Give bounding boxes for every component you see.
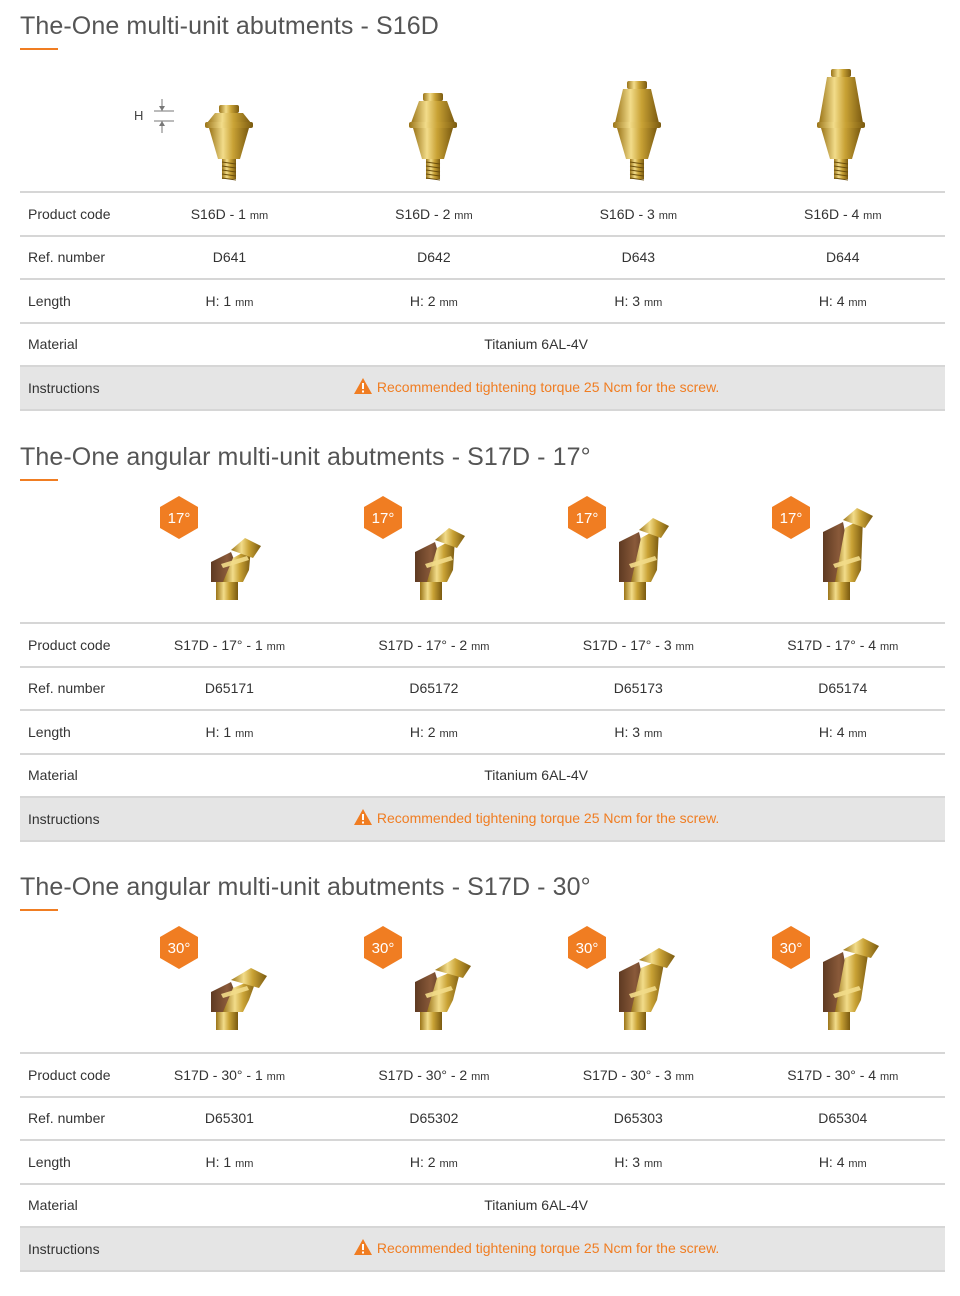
length-cell: H: 3 mm [536,710,740,754]
length-cell: H: 2 mm [332,710,536,754]
row-label: Product code [20,623,127,667]
svg-text:17°: 17° [167,510,191,527]
table-row [20,667,945,711]
straight-abutment-image [739,57,943,187]
warning-triangle-icon [353,808,373,829]
row-label: Ref. number [20,236,127,280]
angled-abutment-image [739,918,943,1048]
product-code-cell: S17D - 17° - 3 mm [536,623,740,667]
height-label: H [134,108,144,123]
straight-abutment-image [535,57,739,187]
row-label: Length [20,279,127,323]
ref-number-cell: D65173 [536,667,740,711]
title-accent-bar [20,909,58,911]
product-code-cell: S17D - 17° - 4 mm [741,623,945,667]
height-marker [132,87,182,147]
product-code-cell: S16D - 4 mm [741,192,945,236]
product-images [20,57,945,187]
warning-triangle-icon [353,377,373,398]
angled-abutment-image [331,918,535,1048]
row-label: Product code [20,1053,127,1097]
spec-table [20,1052,945,1272]
hexagon-badge [779,923,835,971]
svg-text:17°: 17° [779,510,803,527]
hexagon-badge [371,493,427,541]
product-code-cell: S17D - 30° - 4 mm [741,1053,945,1097]
angled-abutment-image [331,488,535,618]
length-cell: H: 3 mm [536,279,740,323]
product-images [20,918,945,1048]
table-row [20,623,945,667]
product-code-cell: S17D - 17° - 2 mm [332,623,536,667]
section-s16d [20,12,945,396]
instructions-value: Recommended tightening torque 25 Ncm for the screw. [127,797,945,841]
row-label: Ref. number [20,1097,127,1141]
row-label: Product code [20,192,127,236]
hexagon-badge [371,923,427,971]
hexagon-badge [779,493,835,541]
row-label: Material [20,1184,127,1228]
row-label: Instructions [20,1227,127,1271]
table-row [20,1184,945,1228]
section-s17d-30 [20,873,945,1257]
title-accent-bar [20,48,58,50]
ref-number-cell: D643 [536,236,740,280]
hexagon-badge [575,493,631,541]
straight-abutment-image [331,57,535,187]
svg-text:30°: 30° [371,940,395,957]
row-label: Material [20,754,127,798]
section-title: The-One multi-unit abutments - S16D [20,12,439,40]
angled-abutment-image [739,488,943,618]
instructions-value: Recommended tightening torque 25 Ncm for the screw. [127,1227,945,1271]
section-title: The-One angular multi-unit abutments - S17D - 30° [20,873,591,901]
length-cell: H: 1 mm [127,710,331,754]
table-row [20,797,945,841]
hexagon-badge [167,923,223,971]
product-code-cell: S16D - 2 mm [332,192,536,236]
length-cell: H: 1 mm [127,279,331,323]
product-images [20,488,945,618]
product-code-cell: S17D - 17° - 1 mm [127,623,331,667]
length-cell: H: 4 mm [741,1140,945,1184]
warning-triangle-icon [353,1238,373,1259]
product-code-cell: S17D - 30° - 3 mm [536,1053,740,1097]
row-label: Material [20,323,127,367]
angled-abutment-image [127,488,331,618]
row-label: Instructions [20,366,127,410]
spec-table [20,191,945,411]
ref-number-cell: D65304 [741,1097,945,1141]
table-row [20,1140,945,1184]
svg-text:17°: 17° [371,510,395,527]
product-code-cell: S17D - 30° - 2 mm [332,1053,536,1097]
ref-number-cell: D65301 [127,1097,331,1141]
hexagon-badge [575,923,631,971]
row-label: Length [20,710,127,754]
svg-text:30°: 30° [575,940,599,957]
table-row [20,754,945,798]
instructions-value: Recommended tightening torque 25 Ncm for the screw. [127,366,945,410]
title-accent-bar [20,479,58,481]
table-row [20,1053,945,1097]
row-label: Ref. number [20,667,127,711]
product-code-cell: S17D - 30° - 1 mm [127,1053,331,1097]
table-row [20,366,945,410]
table-row [20,710,945,754]
section-title: The-One angular multi-unit abutments - S17D - 17° [20,443,591,471]
section-s17d-17 [20,443,945,827]
product-code-cell: S16D - 1 mm [127,192,331,236]
length-cell: H: 2 mm [332,279,536,323]
ref-number-cell: D644 [741,236,945,280]
material-value: Titanium 6AL-4V [127,1184,945,1228]
svg-text:30°: 30° [779,940,803,957]
length-cell: H: 4 mm [741,279,945,323]
row-label: Length [20,1140,127,1184]
table-row [20,192,945,236]
product-code-cell: S16D - 3 mm [536,192,740,236]
ref-number-cell: D65172 [332,667,536,711]
table-row [20,323,945,367]
ref-number-cell: D642 [332,236,536,280]
ref-number-cell: D641 [127,236,331,280]
angled-abutment-image [127,918,331,1048]
material-value: Titanium 6AL-4V [127,754,945,798]
length-cell: H: 1 mm [127,1140,331,1184]
length-cell: H: 3 mm [536,1140,740,1184]
length-cell: H: 4 mm [741,710,945,754]
ref-number-cell: D65174 [741,667,945,711]
ref-number-cell: D65302 [332,1097,536,1141]
hexagon-badge [167,493,223,541]
row-label: Instructions [20,797,127,841]
table-row [20,1097,945,1141]
angled-abutment-image [535,488,739,618]
svg-text:17°: 17° [575,510,599,527]
ref-number-cell: D65303 [536,1097,740,1141]
ref-number-cell: D65171 [127,667,331,711]
angled-abutment-image [535,918,739,1048]
table-row [20,236,945,280]
material-value: Titanium 6AL-4V [127,323,945,367]
table-row [20,1227,945,1271]
table-row [20,279,945,323]
length-cell: H: 2 mm [332,1140,536,1184]
spec-table [20,622,945,842]
svg-text:30°: 30° [167,940,191,957]
